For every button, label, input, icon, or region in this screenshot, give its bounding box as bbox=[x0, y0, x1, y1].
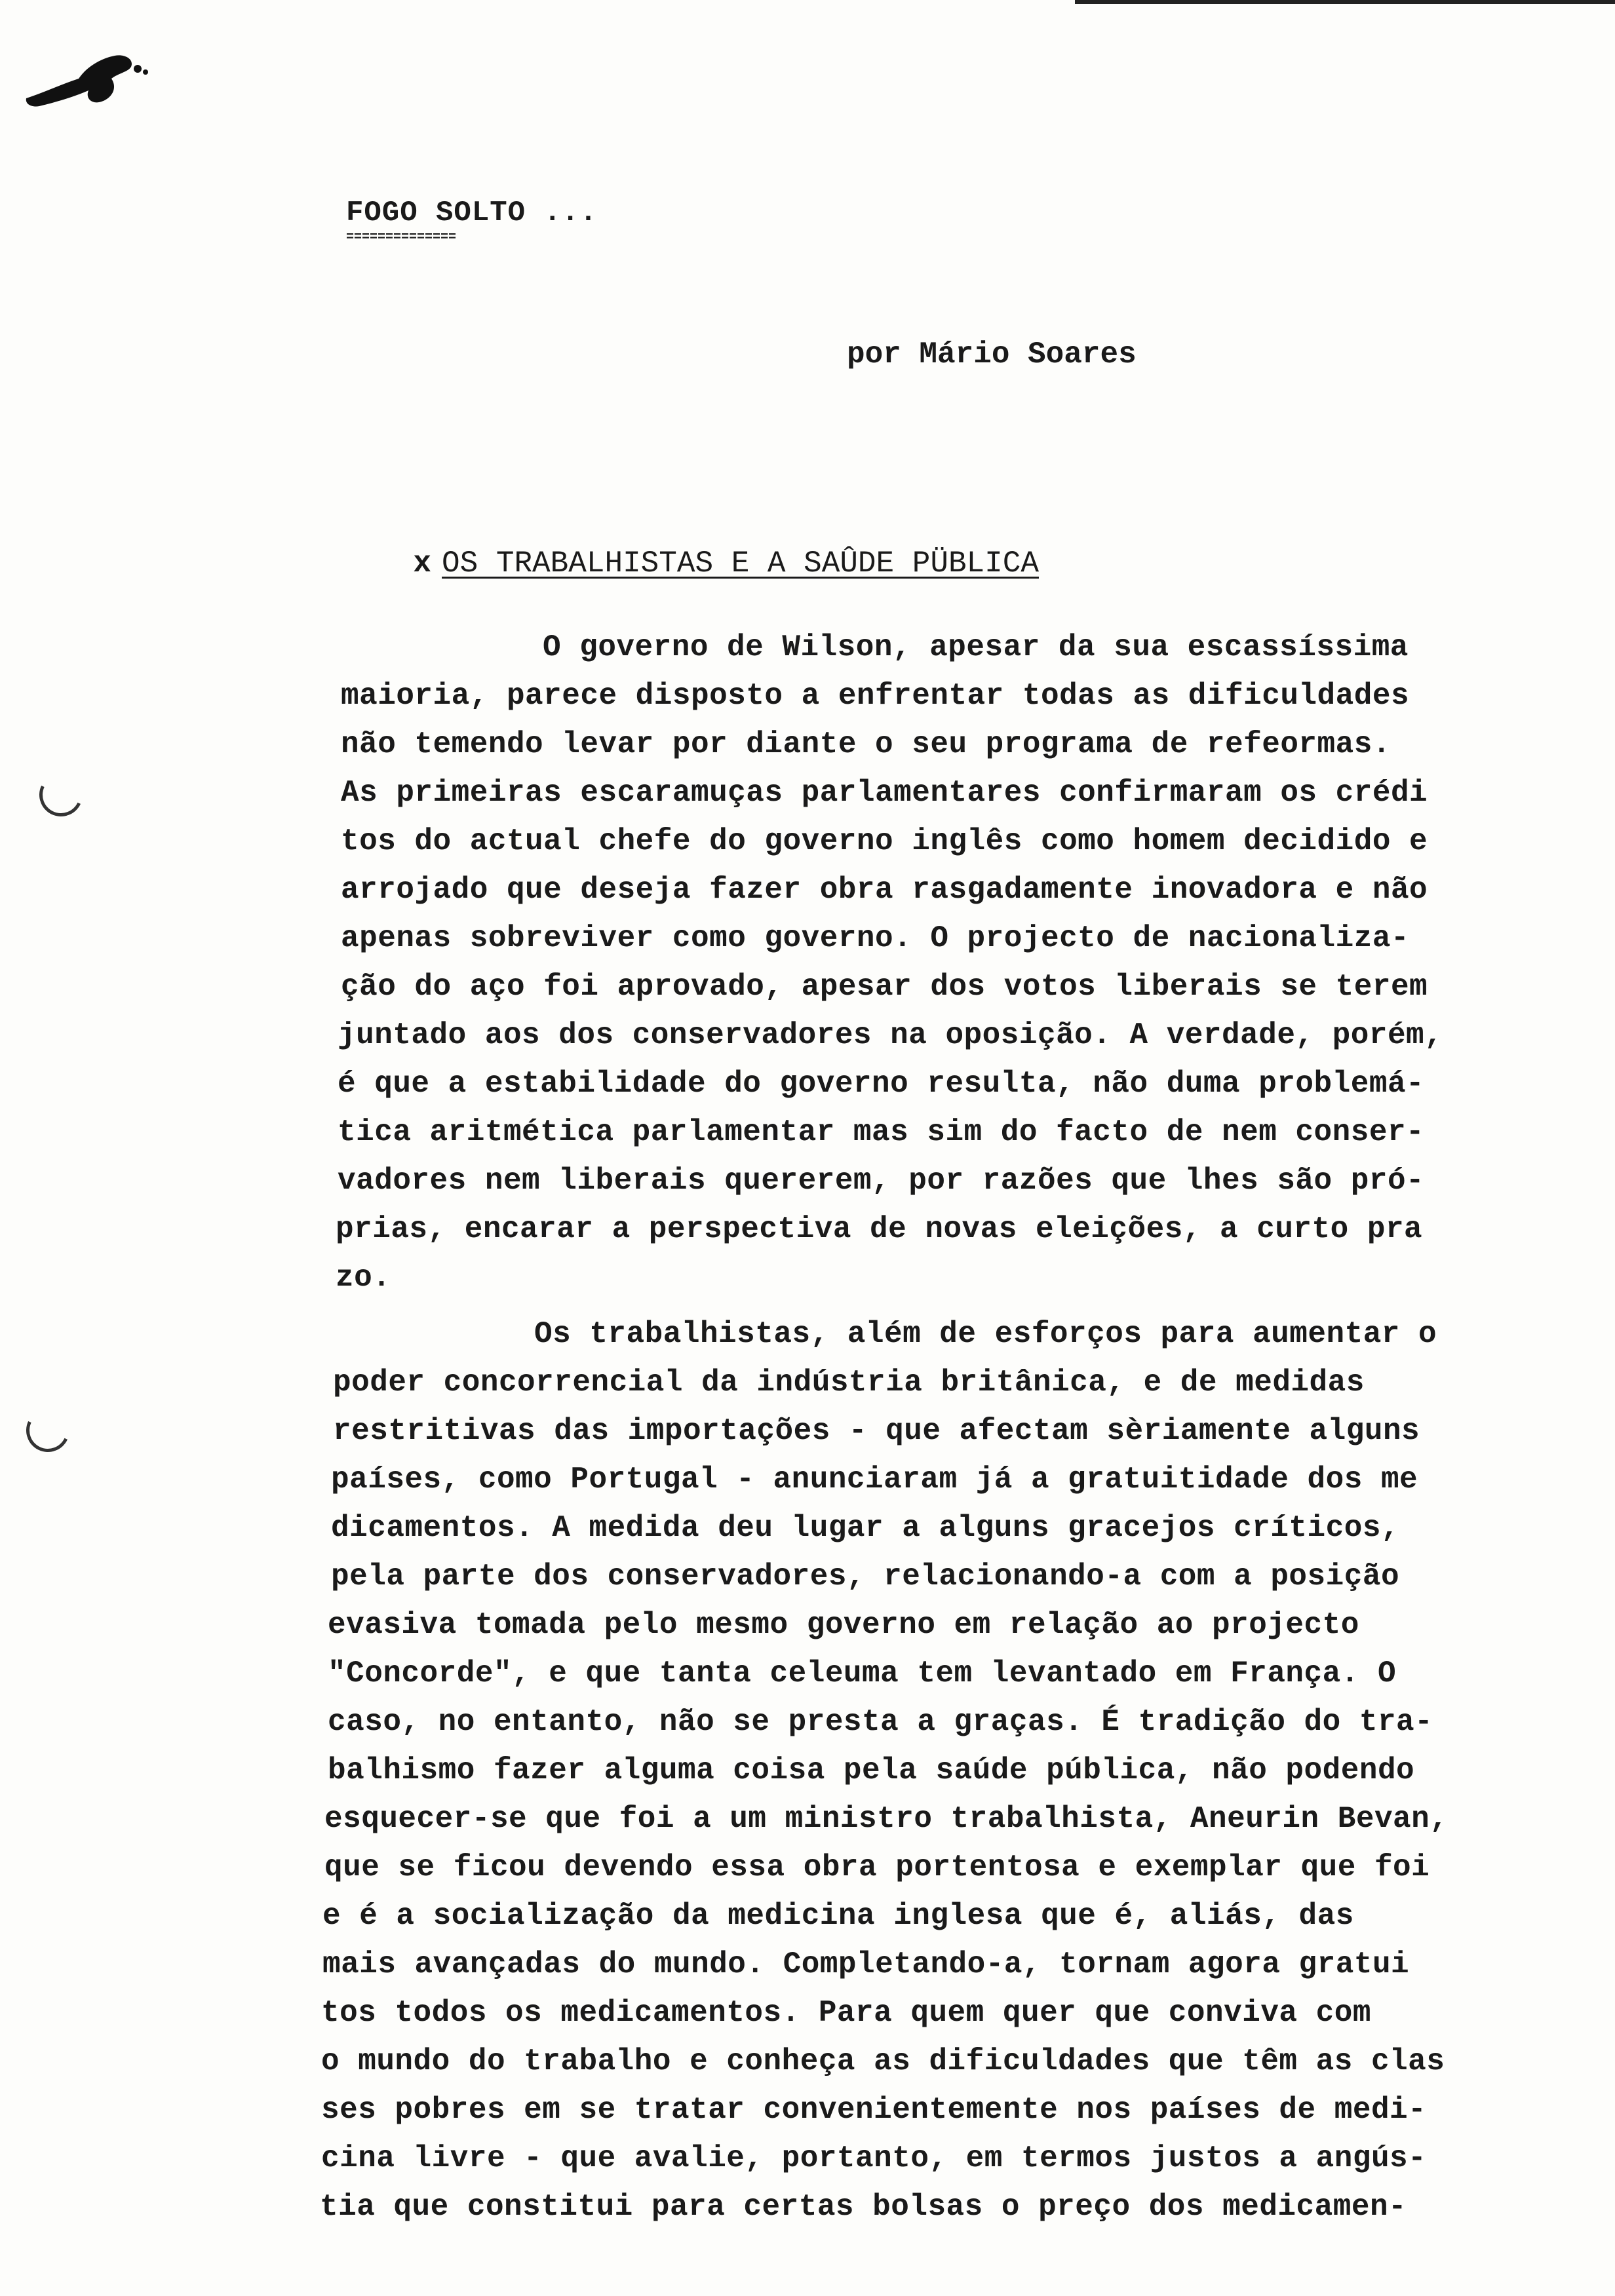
text-line: que se ficou devendo essa obra portentosa e exemplar que foi bbox=[324, 1850, 1430, 1885]
text-line: tos do actual chefe do governo inglês como homem decidido e bbox=[341, 824, 1428, 858]
text-line: zo. bbox=[336, 1261, 391, 1295]
text-line: mais avançadas do mundo. Completando-a, tornam agora gratui bbox=[322, 1947, 1410, 1981]
text-line: ses pobres em se tratar convenientemente nos países de medi- bbox=[321, 2093, 1427, 2127]
text-line: cina livre - que avalie, portanto, em termos justos a angús- bbox=[321, 2141, 1427, 2175]
text-line: é que a estabilidade do governo resulta, não duma problemá- bbox=[338, 1067, 1425, 1101]
text-line: não temendo levar por diante o seu programa de refeormas. bbox=[341, 727, 1391, 761]
text-line: o mundo do trabalho e conheça as dificuldades que têm as clas bbox=[321, 2044, 1445, 2078]
text-line: apenas sobreviver como governo. O projecto de nacionaliza- bbox=[341, 921, 1410, 955]
ink-blot-mark bbox=[20, 33, 151, 118]
section-heading-text: OS TRABALHISTAS E A SAÛDE PÜBLICA bbox=[442, 546, 1039, 581]
text-line: esquecer-se que foi a um ministro trabalhista, Aneurin Bevan, bbox=[324, 1802, 1449, 1836]
text-line: caso, no entanto, não se presta a graças. É tradição do tra- bbox=[328, 1705, 1433, 1739]
text-line: tica aritmética parlamentar mas sim do facto de nem conser- bbox=[338, 1115, 1425, 1149]
text-line: dicamentos. A medida deu lugar a alguns gracejos críticos, bbox=[331, 1511, 1400, 1545]
text-line: tia que constitui para certas bolsas o preço dos medicamen- bbox=[320, 2190, 1407, 2224]
text-line: países, como Portugal - anunciaram já a gratuitidade dos me bbox=[331, 1463, 1418, 1497]
text-line: maioria, parece disposto a enfrentar todas as dificuldades bbox=[341, 679, 1410, 713]
text-line: prias, encarar a perspectiva de novas eleições, a curto pra bbox=[336, 1212, 1423, 1246]
text-line: ção do aço foi aprovado, apesar dos votos liberais se terem bbox=[341, 970, 1428, 1004]
scan-edge-rule bbox=[1075, 0, 1615, 4]
text-line: arrojado que deseja fazer obra rasgadamente inovadora e não bbox=[341, 873, 1428, 907]
punch-hole-mark bbox=[20, 1403, 76, 1459]
text-line: e é a socialização da medicina inglesa que é, aliás, das bbox=[322, 1899, 1354, 1933]
punch-hole-mark bbox=[33, 767, 89, 823]
text-line: vadores nem liberais quererem, por razões que lhes são pró- bbox=[338, 1164, 1425, 1198]
document-title: FOGO SOLTO ... bbox=[346, 197, 598, 229]
text-line: poder concorrencial da indústria britânica, e de medidas bbox=[333, 1366, 1365, 1400]
section-heading bbox=[341, 512, 1039, 615]
text-line: "Concorde", e que tanta celeuma tem levantado em França. O bbox=[328, 1656, 1397, 1691]
author-byline: por Mário Soares bbox=[847, 337, 1137, 372]
text-line: restritivas das importações - que afectam sèriamente alguns bbox=[333, 1414, 1420, 1448]
text-line: balhismo fazer alguma coisa pela saúde pública, não podendo bbox=[328, 1753, 1415, 1788]
title-underline: ============== bbox=[346, 231, 457, 244]
text-line: Os trabalhistas, além de esforços para aumentar o bbox=[534, 1317, 1437, 1351]
text-line: tos todos os medicamentos. Para quem quer que conviva com bbox=[321, 1996, 1371, 2030]
text-line: evasiva tomada pelo mesmo governo em relação ao projecto bbox=[328, 1608, 1359, 1642]
section-bullet: x bbox=[413, 546, 432, 581]
text-line: juntado aos dos conservadores na oposição. A verdade, porém, bbox=[338, 1018, 1443, 1052]
text-line: O governo de Wilson, apesar da sua escassíssima bbox=[543, 630, 1409, 664]
text-line: pela parte dos conservadores, relacionando-a com a posição bbox=[331, 1559, 1400, 1594]
text-line: As primeiras escaramuças parlamentares confirmaram os crédi bbox=[341, 776, 1428, 810]
